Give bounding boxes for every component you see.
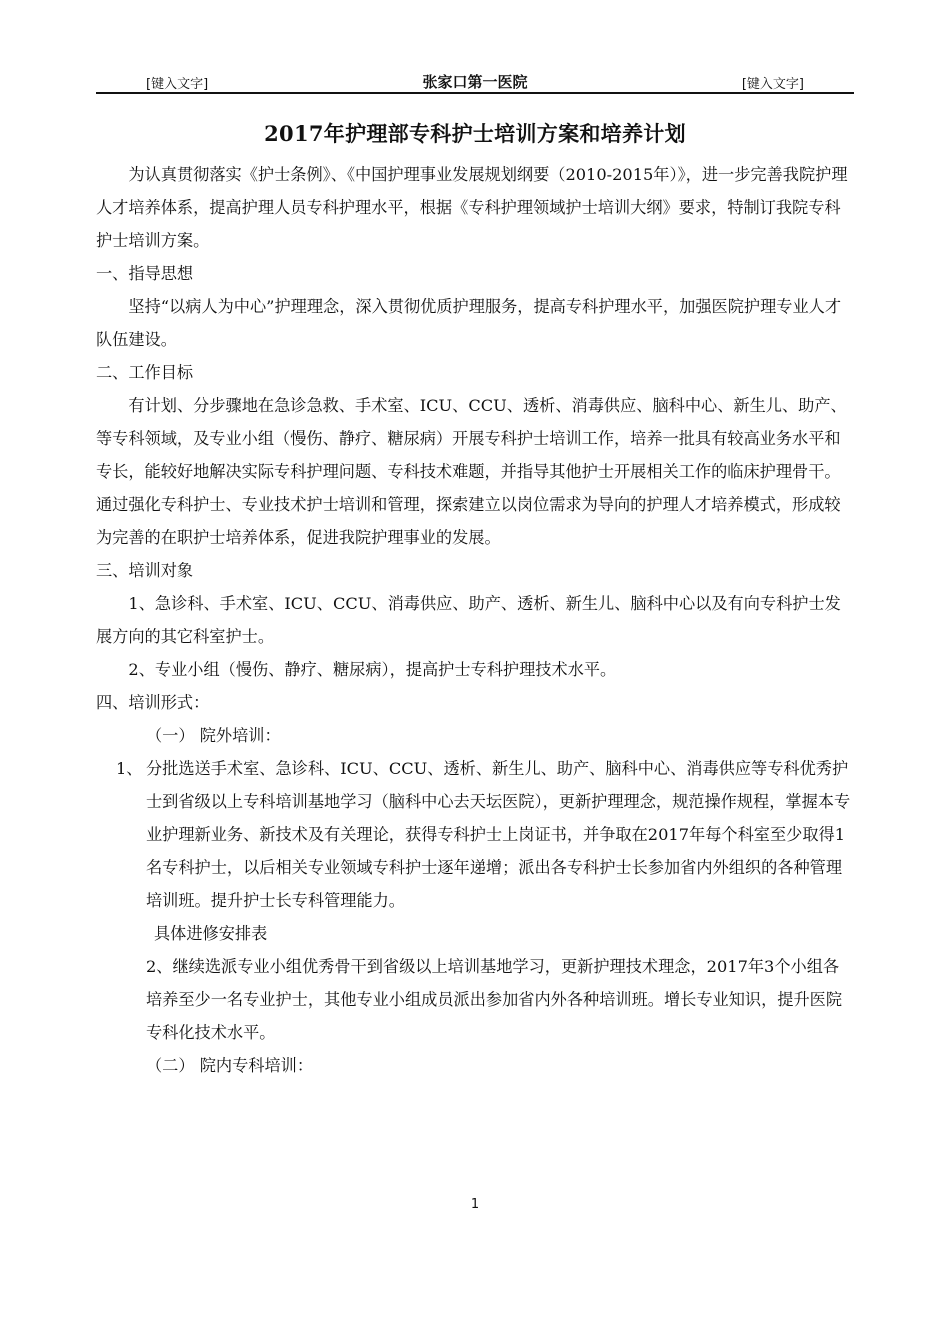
header-left-placeholder[interactable]: [键入文字] (146, 77, 209, 92)
arrangement-table-label: 具体进修安排表 (154, 924, 268, 943)
subsection-external-training: （一） 院外培训： (146, 726, 281, 745)
list-number: 1、 (116, 759, 143, 778)
section-heading-training-targets: 三、培训对象 (96, 561, 194, 580)
subsection-internal-training: （二） 院内专科培训： (146, 1056, 314, 1075)
header-right-placeholder[interactable]: [键入文字] (741, 77, 804, 92)
header-hospital-name: 张家口第一医院 (422, 73, 528, 91)
page-number: 1 (470, 1197, 480, 1212)
training-target-item-1: 1、急诊科、手术室、ICU、CCU、消毒供应、助产、透析、新生儿、脑科中心以及有向专科护士发展方向的其它科室护士。 (96, 594, 841, 646)
section-heading-guiding-ideology: 一、指导思想 (96, 264, 194, 283)
page-header (96, 70, 854, 94)
section-heading-work-goals: 二、工作目标 (96, 363, 194, 382)
section-text-guiding-ideology: 坚持“以病人为中心”护理理念，深入贯彻优质护理服务，提高专科护理水平，加强医院护理专业人才队伍建设。 (96, 297, 842, 349)
intro-paragraph: 为认真贯彻落实《护士条例》、《中国护理事业发展规划纲要（2010-2015年）》，进一步完善我院护理人才培养体系，提高护理人员专科护理水平，根据《专科护理领域护士培训大纲》要求，特制订我院专科护士培训方案。 (96, 165, 848, 250)
training-target-item-2: 2、专业小组（慢伤、静疗、糖尿病），提高护士专科护理技术水平。 (128, 660, 617, 679)
external-training-item-1 (96, 752, 854, 917)
section-text-work-goals: 有计划、分步骤地在急诊急救、手术室、ICU、CCU、透析、消毒供应、脑科中心、新生儿、助产、等专科领域，及专业小组（慢伤、静疗、糖尿病）开展专科护士培训工作，培养一批具有较高业务水平和专长，能较好地解决实际专科护理问题、专科技术难题，并指导其他护士开展相关工作的临床护理骨干。通过强化专科护士、专业技术护士培训和管理，探索建立以岗位需求为导向的护理人才培养模式，形成较为完善的在职护士培养体系，促进我院护理事业的发展。 (96, 396, 847, 547)
external-training-item-1-text: 分批选送手术室、急诊科、ICU、CCU、透析、新生儿、助产、脑科中心、消毒供应等专科优秀护士到省级以上专科培训基地学习（脑科中心去天坛医院），更新护理理念，规范操作规程，掌握本专业护理新业务、新技术及有关理论，获得专科护士上岗证书，并争取在2017年每个科室至少取得1名专科护士，以后相关专业领域专科护士逐年递增；派出各专科护士长参加省内外组织的各种管理培训班。提升护士长专科管理能力。 (146, 759, 851, 910)
external-training-item-2: 2、继续选派专业小组优秀骨干到省级以上培训基地学习，更新护理技术理念，2017年3个小组各培养至少一名专业护士，其他专业小组成员派出参加省内外各种培训班。增长专业知识，提升医院专科化技术水平。 (146, 957, 843, 1042)
document-title: 2017年护理部专科护士培训方案和培养计划 (264, 121, 686, 146)
section-heading-training-forms: 四、培训形式： (96, 693, 210, 712)
document-body (96, 158, 854, 1082)
